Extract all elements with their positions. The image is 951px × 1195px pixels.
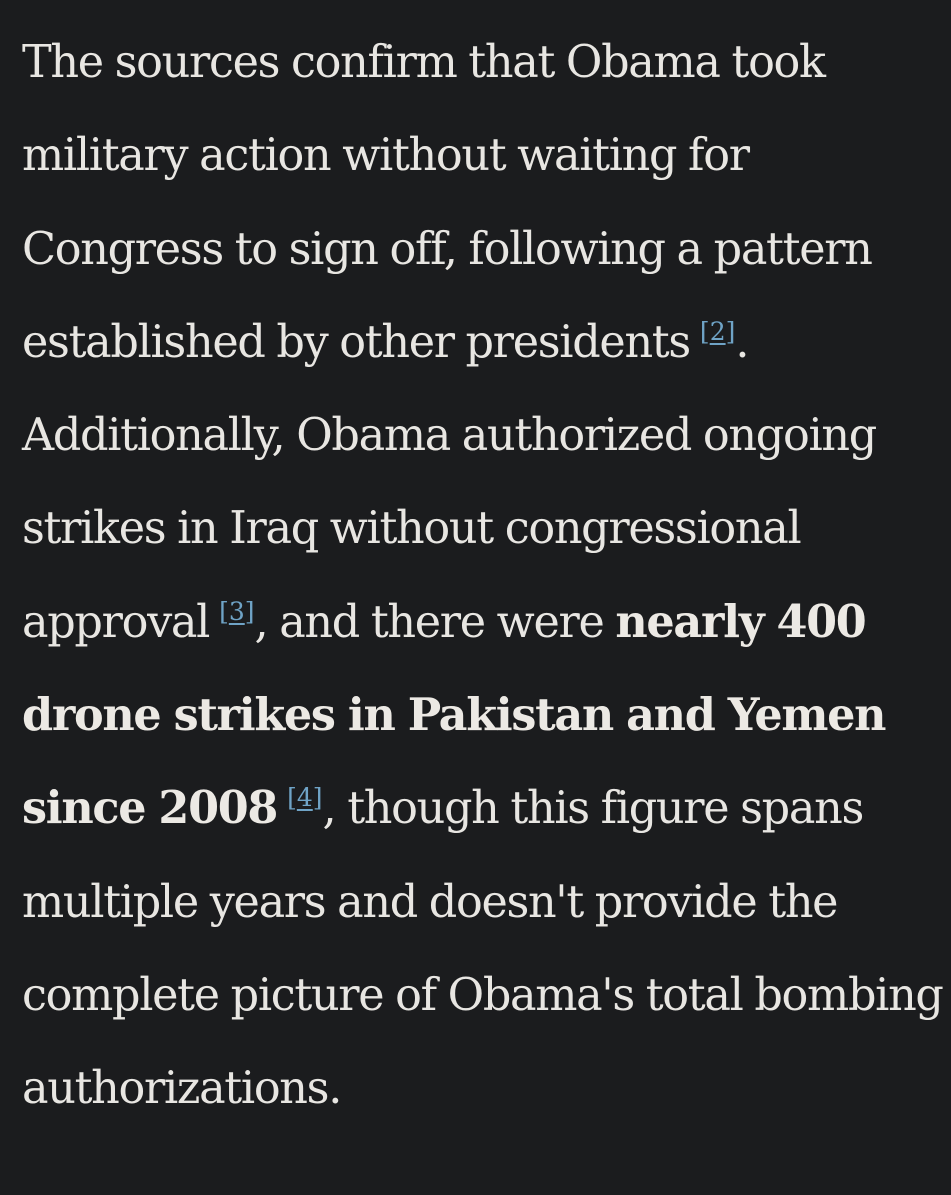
citation-link-2[interactable]: [2] xyxy=(699,316,736,346)
citation-number: 2 xyxy=(709,316,726,346)
sentence-2-end: , though this figure spans multiple years and doesn't provide the complete picture of Obama's total bombing authorizations. xyxy=(22,783,943,1115)
sentence-2-mid: , and there were xyxy=(254,596,616,648)
citation-number: 4 xyxy=(296,783,313,813)
citation-number: 3 xyxy=(228,596,245,626)
sentence-1: The sources confirm that Obama took military action without waiting for Congress to sign off, following a pattern established by other presidents xyxy=(22,37,872,368)
answer-text xyxy=(22,16,944,1136)
answer-paragraph xyxy=(22,16,944,1136)
citation-link-4[interactable]: [4] xyxy=(287,783,323,813)
citation-link-3[interactable]: [3] xyxy=(219,596,255,626)
sentence-1-end: . xyxy=(735,316,749,368)
sentence-2: Additionally, Obama authorized ongoing strikes in Iraq without congressional approval xyxy=(22,410,876,648)
bold-highlight: nearly 400 drone strikes in Pakistan and Yemen since 2008 xyxy=(22,595,886,835)
